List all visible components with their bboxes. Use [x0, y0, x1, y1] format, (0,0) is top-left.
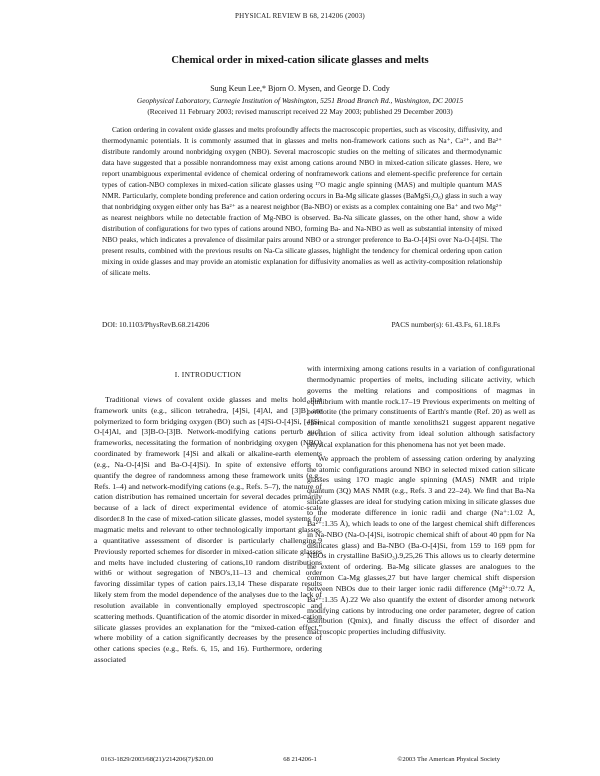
intro-paragraph-2: We approach the problem of assessing cation ordering by analyzing the atomic configurations around NBO in selected mixed cation silicate glasses using 17O magic angle spinning (MAS) NMR and triple quantum (3Q) MAS NMR (e.g., Refs. 3 and 22–24). We find that Ba-Na silicate glasses are ideal for studying cation mixing in silicate glasses due to the moderate difference in ionic radii and charge (Na⁺:1.02 Å, Ba²⁺:1.35 Å), which leads to one of the largest chemical shift differences in Na-NBO (Na-O-[4]Si, isotropic chemical shift of about 40 ppm for Na disilicates glass) and Ba-NBO (Ba-O-[4]Si, from 159 to 169 ppm for NBOs in crystalline BaSiO₃).9,25,26 This allows us to clearly determine the extent of ordering. Ba-Mg silicate glasses are analogues to the common Ca-Mg glasses,27 but have larger chemical shift dispersion between NBOs due to their larger ionic radii difference (Mg²⁺:0.72 Å, Ba²⁺:1.35 Å).22 We also quantify the extent of disorder among network modifying cations by introducing one order parameter, degree of cation distribution (Qmix), and finally discuss the effect of disorder and macroscopic properties including diffusivity.	[307, 453, 535, 637]
doi-link[interactable]: DOI: 10.1103/PhysRevB.68.214206	[102, 320, 210, 329]
left-column	[94, 370, 322, 666]
author-list: Sung Keun Lee,* Bjorn O. Mysen, and George D. Cody	[210, 84, 390, 93]
intro-paragraph-1: Traditional views of covalent oxide glasses and melts hold that framework units (e.g., silicon tetrahedra, [4]Si, [4]Al, and [3]B) are polymerized to form bridging oxygen (BO) such as [4]Si-O-[4]Si, [4]Si-O-[4]Al, and [3]B-O-[3]B. Network-modifying cations perturb such frameworks, necessitating the formation of nonbridging oxygen (NBO) coordinated by framework [4]Si and alkali or alkaline-earth elements (e.g., Na-O-[4]Si and Ba-O-[4]Si). In spite of extensive efforts to quantify the degree of randomness among these framework units (e.g., Refs. 1–4) and network-modifying cations (e.g., Refs. 5–7), the nature of cation distribution has remained uncertain for several decades primarily because of a lack of direct experimental evidence of atomic-scale disorder.8 In the case of mixed-cation silicate glasses, model systems for magmatic melts and relevant to other technologically important glasses, a quantitative assessment of disorder is particularly challenging.9 Previously reported schemes for disorder in mixed-cation silicate glasses and melts have included clustering of cations,10 random distributions with6 or without segregation of NBO's,11–13 and chemical order favoring dissimilar types of cation pairs.13,14 These disparate results likely stem from the model dependence of the analyses due to the lack of resolution available in conventionally employed spectroscopic and scattering methods. Quantification of the atomic disorder in mixed-cation silicate glasses provides an explanation for the “mixed-cation effect,” where mobility of a cation significantly decreases by the presence of other cations species (e.g., Refs. 6, 15, and 16). Furthermore, ordering associated	[94, 394, 322, 665]
footer-copyright: ©2003 The American Physical Society	[397, 756, 500, 763]
pacs-numbers: PACS number(s): 61.43.Fs, 61.18.Fs	[391, 320, 500, 329]
received-dates: (Received 11 February 2003; revised manuscript received 22 May 2003; published 29 December 2003)	[147, 107, 453, 116]
footer-page-number: 68 214206-1	[283, 756, 317, 763]
footer-issn: 0163-1829/2003/68(21)/214206(7)/$20.00	[101, 756, 214, 763]
abstract: Cation ordering in covalent oxide glasses and melts profoundly affects the macroscopic properties, such as viscosity, diffusivity, and thermodynamic potentials. It is commonly assumed that in glasses and melts non-framework cations such as Na⁺, Ca²⁺, and Ba²⁺ distribute randomly around nonbridging oxygen (NBO). Several macroscopic studies on the melting of silicates and thermodynamic data have suggested that a possible nonrandomness may exist among cations around NBO in mixed-cation silicate glasses. Here, we report unambiguous experimental evidence of chemical ordering of nonframework cations and element-specific preference for certain types of cation-NBO complexes in mixed-cation silicate glasses using ¹⁷O magic angle spinning (MAS) and multiple quantum MAS NMR. Particularly, complete bonding preference and cation ordering occurs in Ba-Mg silicate glasses (BaMgSi₂O₆) glass in such a way that nonbridging oxygen either only has Ba²⁺ as a nearest neighbor (Ba-NBO) or exists as a complex containing one Ba⁺ and two Mg²⁺ as nearest neighbors while no detectable fraction of Mg-NBO is observed. Ba-Na silicate glasses, on the other hand, show a wide distribution of configurations for two types of cations around NBO, forming Ba- and Na-NBO as well as substantial intensity of mixed NBO peaks, which indicates a prevalence of dissimilar pairs around NBO or a stronger preference to Ba-O-[4]Si over Na-O-[4]Si. The present results, combined with the previous results on Na-Ca silicate glasses, highlight the tendency for chemical ordering upon cation mixing in oxide glasses and may provide an atomistic explanation for diffusivity anomalies as well as activity-composition relationship of silicate melts.	[102, 125, 502, 277]
intro-paragraph-1-continued: with intermixing among cations results in a variation of configurational thermodynamic properties of melts, including silicate activity, which governs the melting relations and compositions of magmas in equilibrium with mantle rock.17–19 Previous experiments on melting of peridotite (the primary constituents of Earth's mantle (Ref. 20) as well as chemical composition of mantle xenoliths21 suggest apparent negative deviation of silica activity from ideal solution although satisfactory physical explanation for this phenomena has not yet been made.	[307, 364, 535, 449]
article-title: Chemical order in mixed-cation silicate glasses and melts	[171, 55, 429, 66]
running-head: PHYSICAL REVIEW B 68, 214206 (2003)	[235, 12, 365, 20]
affiliation: Geophysical Laboratory, Carnegie Institution of Washington, 5251 Broad Branch Rd., Washington, DC 20015	[136, 96, 464, 105]
right-column	[307, 364, 535, 638]
section-heading: I. INTRODUCTION	[174, 370, 242, 379]
